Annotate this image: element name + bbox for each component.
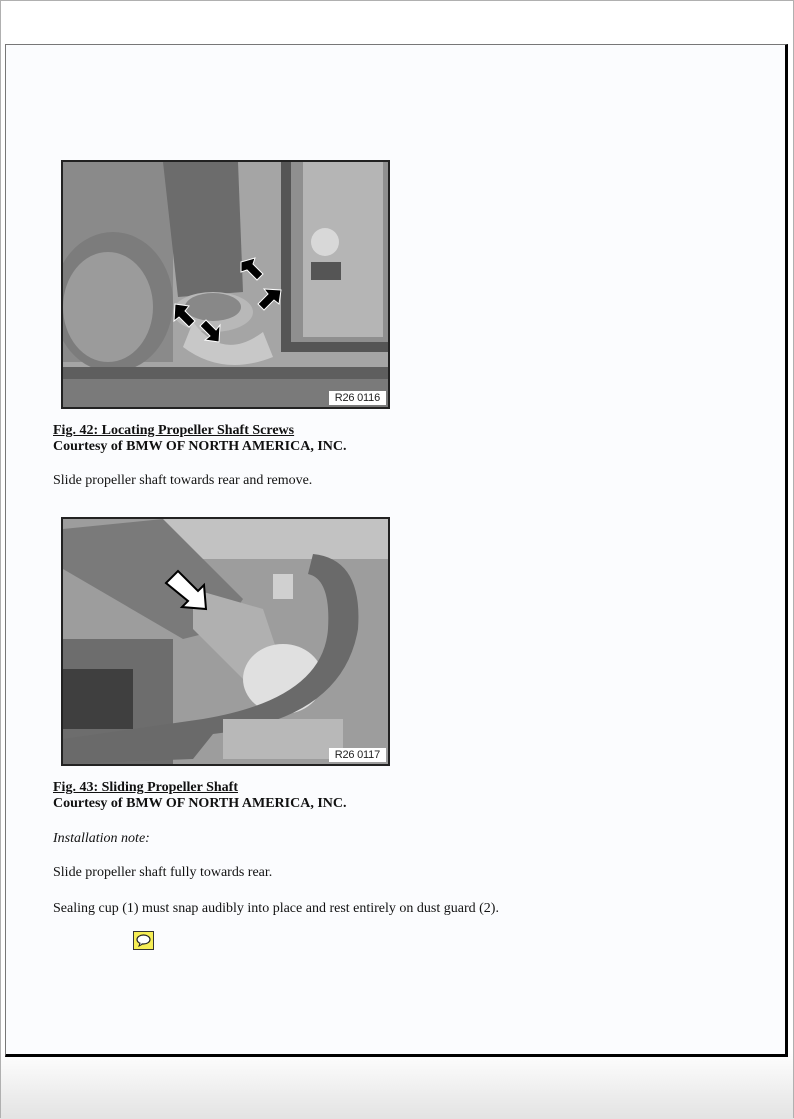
- comment-annotation-icon[interactable]: [133, 931, 154, 950]
- propeller-shaft-screws-photo: [63, 162, 388, 407]
- figure-42-image: [61, 160, 390, 409]
- figure-43-image: [61, 517, 390, 766]
- installation-note-label: Installation note:: [53, 831, 150, 846]
- figure-ref-code: R26 0116: [329, 391, 386, 405]
- instruction-text: Slide propeller shaft towards rear and remove.: [53, 473, 313, 488]
- figure-credit: Courtesy of BMW OF NORTH AMERICA, INC.: [53, 796, 347, 811]
- instruction-text: Slide propeller shaft fully towards rear.: [53, 865, 273, 880]
- figure-43-caption: [53, 780, 347, 812]
- figure-title[interactable]: Fig. 42: Locating Propeller Shaft Screws: [53, 423, 295, 438]
- instruction-text: Sealing cup (1) must snap audibly into place and rest entirely on dust guard (2).: [53, 901, 499, 916]
- figure-ref-code: R26 0117: [329, 748, 386, 762]
- figure-credit: Courtesy of BMW OF NORTH AMERICA, INC.: [53, 439, 347, 454]
- speech-bubble-icon: [136, 934, 151, 947]
- figure-title[interactable]: Fig. 43: Sliding Propeller Shaft: [53, 780, 238, 795]
- figure-42-caption: [53, 423, 347, 455]
- document-page: [5, 44, 788, 1057]
- sliding-propeller-shaft-photo: [63, 519, 388, 764]
